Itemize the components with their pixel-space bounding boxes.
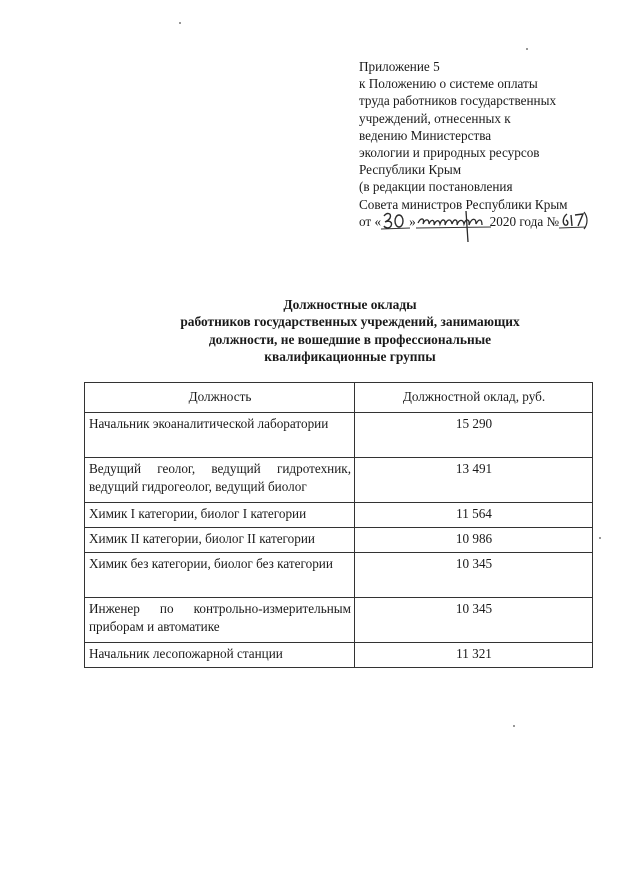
salary-cell: 10 986: [355, 528, 593, 553]
table-header-row: [85, 383, 593, 413]
table-row: [85, 503, 593, 528]
handwritten-number: [559, 213, 583, 230]
date-prefix: от «: [359, 213, 382, 229]
table-row: [85, 528, 593, 553]
scan-speck: [179, 22, 181, 24]
appendix-line: экологии и природных ресурсов: [359, 145, 540, 161]
appendix-line: к Положению о системе оплаты: [359, 76, 538, 92]
appendix-date-line: [359, 213, 629, 230]
handwritten-day-ink: [381, 209, 411, 231]
table-row: [85, 598, 593, 643]
salary-cell: 11 321: [355, 643, 593, 668]
title-line: квалификационные группы: [264, 349, 436, 365]
appendix-header: [359, 58, 629, 230]
table-row: [85, 643, 593, 668]
header-position: Должность: [85, 383, 355, 413]
position-cell: Начальник лесопожарной станции: [85, 643, 355, 668]
year-text: 2020 года №: [489, 213, 560, 229]
handwritten-month-ink: [416, 209, 492, 243]
position-cell: Химик I категории, биолог I категории: [85, 503, 355, 528]
appendix-line: Республики Крым: [359, 162, 462, 178]
header-salary: Должностной оклад, руб.: [355, 383, 593, 413]
position-cell: Химик II категории, биолог II категории: [85, 528, 355, 553]
handwritten-number-ink: [559, 209, 589, 233]
document-title: [140, 296, 560, 366]
appendix-line: Совета министров Республики Крым: [359, 196, 568, 212]
scan-speck: [599, 537, 601, 539]
salary-table: [84, 382, 593, 668]
position-cell: Химик без категории, биолог без категории: [85, 553, 355, 598]
position-cell: Начальник экоаналитической лаборатории: [85, 413, 355, 458]
position-cell: Инженер по контрольно-измерительным приборам и автоматике: [85, 598, 355, 643]
salary-cell: 15 290: [355, 413, 593, 458]
table-row: [85, 553, 593, 598]
handwritten-day: [381, 213, 409, 230]
salary-cell: 13 491: [355, 458, 593, 503]
scan-speck: [513, 725, 515, 727]
appendix-line: ведению Министерства: [359, 127, 492, 143]
salary-cell: 10 345: [355, 553, 593, 598]
appendix-line: труда работников государственных: [359, 93, 557, 109]
table-row: [85, 458, 593, 503]
title-line: работников государственных учреждений, занимающих: [180, 314, 520, 330]
title-line: Должностные оклады: [283, 297, 417, 312]
position-cell: Ведущий геолог, ведущий гидротехник, ведущий гидрогеолог, ведущий биолог: [85, 458, 355, 503]
salary-cell: 11 564: [355, 503, 593, 528]
salary-cell: 10 345: [355, 598, 593, 643]
table-row: [85, 413, 593, 458]
appendix-line: (в редакции постановления: [359, 179, 513, 195]
appendix-line: учреждений, отнесенных к: [359, 110, 511, 126]
scan-speck: [526, 48, 528, 50]
quote-close: »: [409, 213, 416, 229]
appendix-line: Приложение 5: [359, 59, 440, 74]
handwritten-month: [416, 213, 490, 230]
title-line: должности, не вошедшие в профессиональные: [208, 331, 492, 347]
